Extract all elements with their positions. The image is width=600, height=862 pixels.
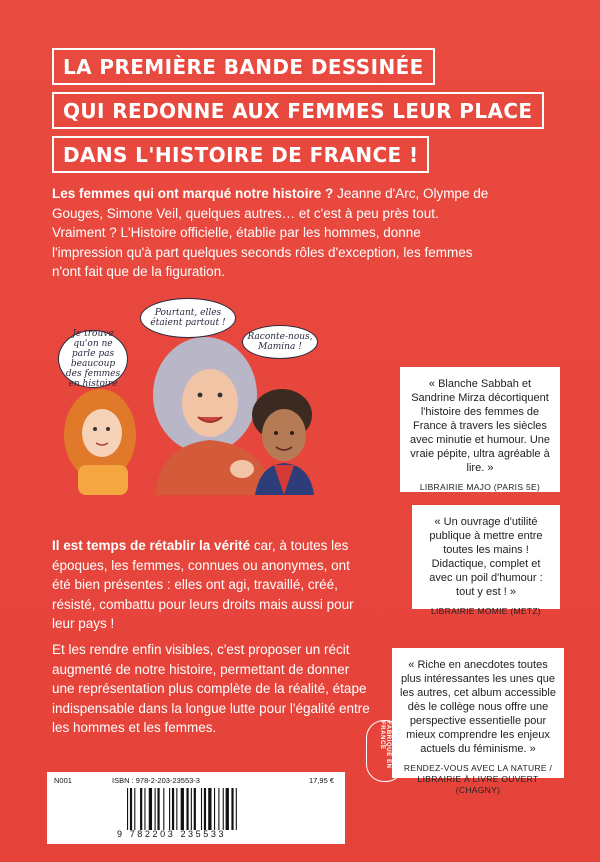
headline-line-1: LA PREMIÈRE BANDE DESSINÉE [52, 48, 435, 85]
made-in-france-stamp [366, 720, 404, 782]
intro-rest: Jeanne d'Arc, Olympe de Gouges, Simone Veil, quelques autres… et c'est à peu près tout. Vraiment ? L'Histoire officielle, établie par les hommes, donne l'impression qu'à part quelques seconds rôles d'exception, les femmes n'ont fait que de la figuration. [52, 186, 489, 279]
woman-face [182, 369, 238, 437]
headline-line-3: DANS L'HISTOIRE DE FRANCE ! [52, 136, 429, 173]
stamp-label: FABRIQUÉ EN FRANCE [379, 721, 391, 769]
illustration [50, 295, 380, 495]
speech-bubble-boy: Raconte-nous, Mamina ! [242, 325, 318, 359]
speech-bubble-woman: Pourtant, elles étaient partout ! [140, 298, 236, 338]
isbn-label: ISBN : 978-2-203-23553-3 [112, 776, 200, 785]
boy-face [262, 409, 306, 461]
review-quote-2-source: LIBRAIRIE MOMIE (METZ) [430, 606, 542, 616]
headline [52, 48, 544, 173]
girl-face [82, 409, 122, 457]
review-quote-1-text: « Blanche Sabbah et Sandrine Mirza décortiquent l'histoire des femmes de France à travers les siècles avec minutie et humour. Une vraie pépite, ultra agréable à lire. » [409, 378, 551, 474]
review-quote-3-text: « Riche en anecdotes toutes plus intéressantes les unes que les autres, cet album accessible dès le collège nous offre une perspective essentielle pour mieux comprendre les enjeux actuels du féminisme. » [400, 659, 556, 755]
intro-lead: Les femmes qui ont marqué notre histoire ? [52, 186, 334, 201]
headline-line-2: QUI REDONNE AUX FEMMES LEUR PLACE [52, 92, 544, 129]
review-quote-3 [392, 648, 564, 795]
barcode-bars [125, 788, 273, 830]
barcode-digits: 9 782203 235533 [117, 829, 227, 839]
speech-bubble-girl: Je trouve qu'on ne parle pas beaucoup des femmes en histoire [58, 330, 128, 388]
woman-hand [230, 460, 254, 478]
verite-paragraph [52, 536, 357, 634]
intro-paragraph [52, 184, 492, 282]
review-quote-2 [412, 505, 560, 616]
review-quote-1 [400, 367, 560, 492]
price-label: 17,95 € [309, 776, 335, 785]
verite-lead: Il est temps de rétablir la vérité [52, 538, 251, 553]
girl-shirt [78, 465, 128, 495]
visibles-paragraph: Et les rendre enfin visibles, c'est proposer un récit augmenté de notre histoire, permettant de donner une représentation plus complète de la réalité, étape indispensable dans la longue lutte pour l'égalité entre les hommes et les femmes. [52, 642, 370, 735]
verite-rest: car, à toutes les époques, les femmes, connues ou anonymes, ont été bien présentes : elles ont agi, travaillé, créé, résisté, combattu pour leurs droits mais aussi pour leur pays ! [52, 538, 354, 631]
review-quote-1-source: LIBRAIRIE MAJO (PARIS 5E) [419, 482, 541, 492]
review-quote-3-source: RENDEZ-VOUS AVEC LA NATURE / LIBRAIRIE À LIVRE OUVERT (CHAGNY) [403, 763, 553, 795]
barcode-panel [47, 772, 345, 844]
barcode-code: N001 [54, 776, 72, 785]
review-quote-2-text: « Un ouvrage d'utilité publique à mettre entre toutes les mains ! Didactique, complet et avec un poil d'humour : tout y est ! » [429, 516, 543, 598]
